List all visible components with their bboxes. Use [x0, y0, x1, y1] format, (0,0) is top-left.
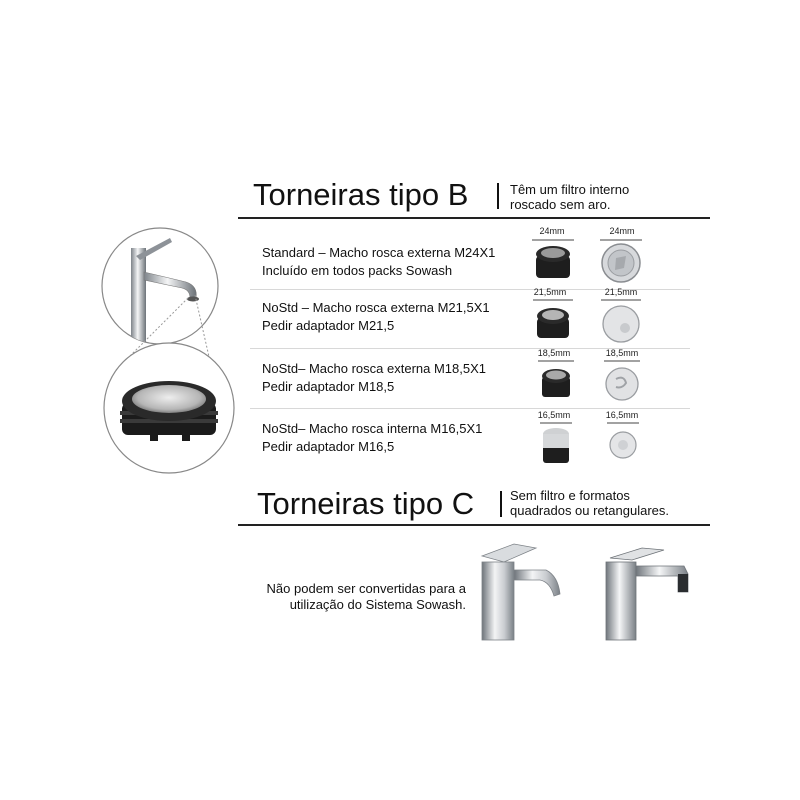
coin-dim-label: 16,5mm: [605, 410, 639, 420]
coin-dim-label: 18,5mm: [605, 348, 639, 358]
tipo-c-title: Torneiras tipo C: [257, 486, 475, 521]
tipo-b-divider: [497, 183, 499, 209]
coin-image: [605, 421, 641, 465]
coin-dim-label: 21,5mm: [604, 287, 638, 297]
tipo-c-divider: [500, 491, 502, 517]
aerator-image: [531, 298, 575, 344]
aerator-image: [536, 359, 576, 403]
waterfall-faucet-image: [474, 540, 564, 642]
square-faucet-image: [598, 544, 694, 642]
row-spec: NoStd – Macho rosca externa M21,5X1: [262, 300, 490, 315]
coin-dim-label: 24mm: [609, 226, 635, 236]
tipo-b-note-line2: roscado sem aro.: [510, 197, 611, 212]
list-item: [262, 299, 490, 335]
coin-image: [602, 359, 642, 403]
list-item: [262, 360, 486, 396]
list-item: [262, 244, 495, 280]
tipo-c-note-line2: quadrados ou retangulares.: [510, 503, 670, 518]
conversion-warning: [200, 581, 466, 613]
tipo-c-note: [510, 488, 669, 518]
aerator-image: [538, 421, 574, 465]
row-instruction: Incluído em todos packs Sowash: [262, 263, 453, 278]
aerator-dim-label: 21,5mm: [533, 287, 567, 297]
list-item: [262, 420, 482, 456]
row-instruction: Pedir adaptador M18,5: [262, 379, 395, 394]
aerator-zoom-illustration: [102, 341, 236, 475]
row-instruction: Pedir adaptador M16,5: [262, 439, 395, 454]
tipo-b-note: [510, 182, 629, 212]
tipo-b-note-line1: Têm um filtro interno: [510, 182, 630, 197]
warning-line1: Não podem ser convertidas para a: [266, 581, 466, 596]
aerator-dim-label: 16,5mm: [537, 410, 571, 420]
coin-image: [598, 238, 644, 284]
coin-image: [599, 298, 643, 344]
row-spec: Standard – Macho rosca externa M24X1: [262, 245, 496, 260]
aerator-dim-label: 18,5mm: [537, 348, 571, 358]
row-separator: [250, 408, 690, 409]
warning-line2: utilização do Sistema Sowash.: [289, 597, 466, 612]
tipo-c-rule: [238, 524, 710, 526]
aerator-image: [530, 238, 576, 284]
tipo-c-note-line1: Sem filtro e formatos: [510, 488, 630, 503]
tipo-b-rule: [238, 217, 710, 219]
row-instruction: Pedir adaptador M21,5: [262, 318, 395, 333]
aerator-dim-label: 24mm: [539, 226, 565, 236]
row-spec: NoStd– Macho rosca externa M18,5X1: [262, 361, 487, 376]
row-spec: NoStd– Macho rosca interna M16,5X1: [262, 421, 483, 436]
tipo-b-title: Torneiras tipo B: [253, 177, 469, 212]
